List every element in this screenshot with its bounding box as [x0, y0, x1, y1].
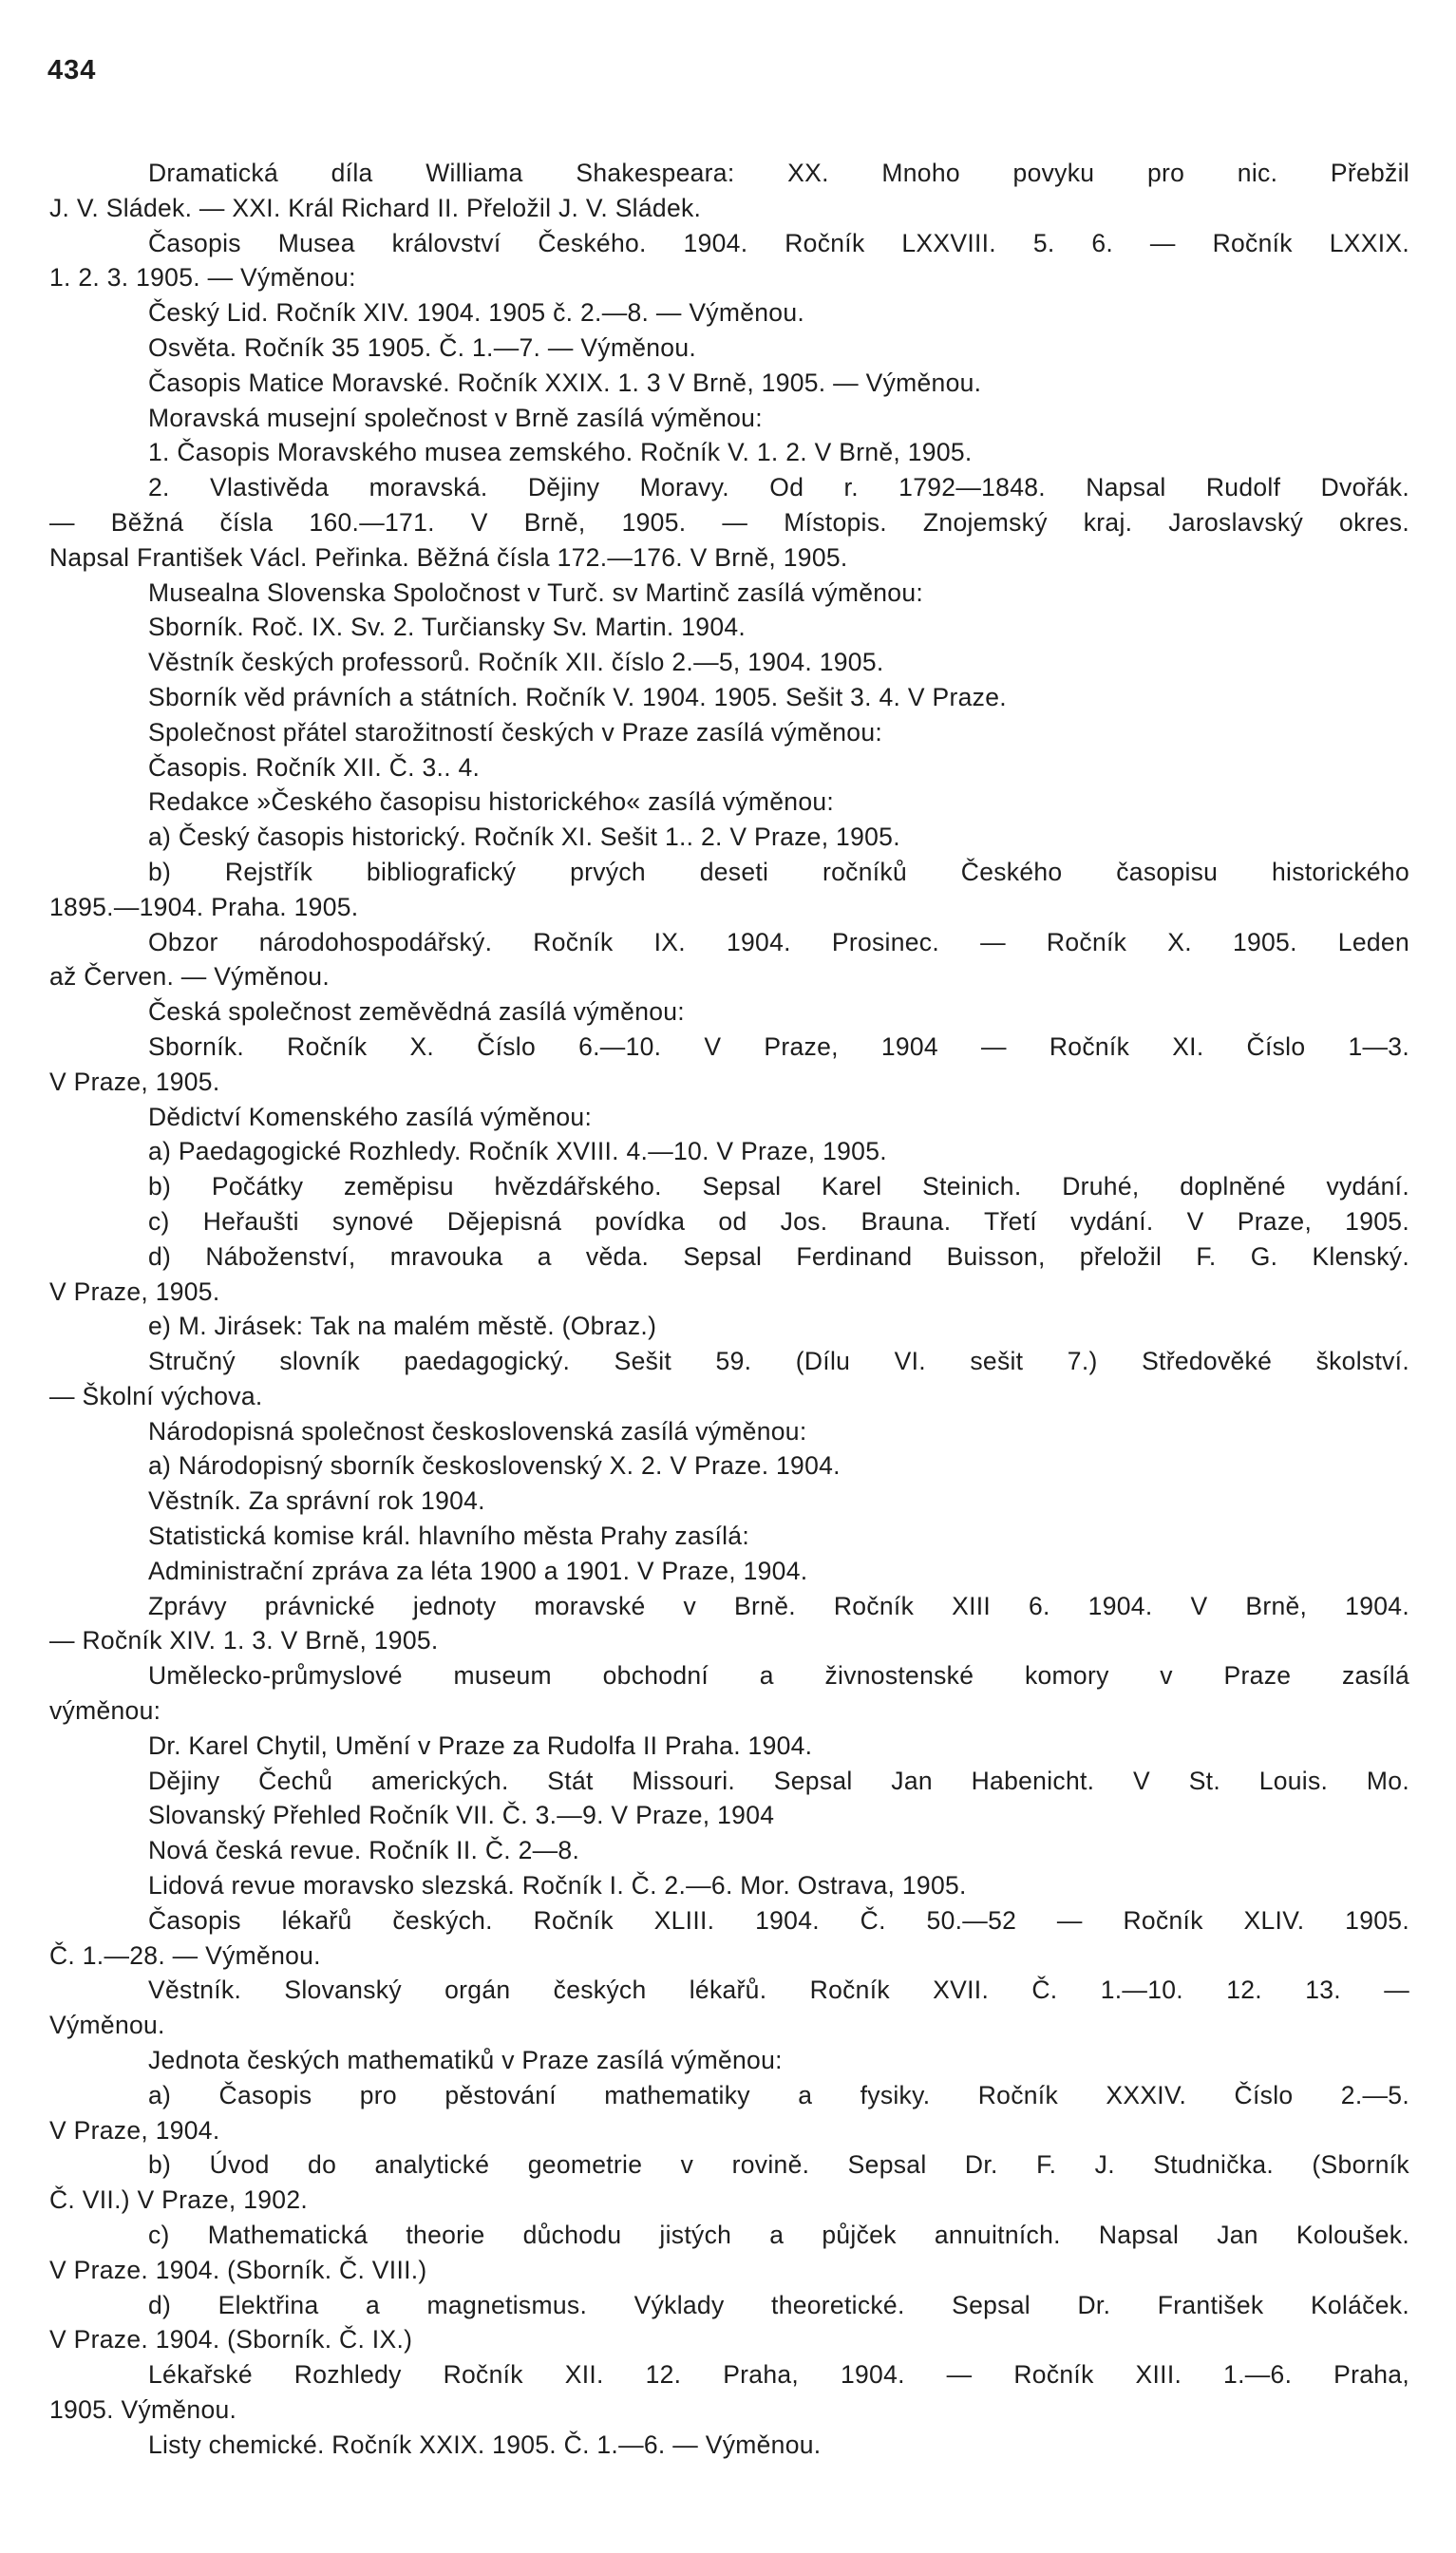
text-line: V Praze, 1904.: [49, 2115, 220, 2145]
text-line: a) Český časopis historický. Ročník XI. Sešit 1.. 2. V Praze, 1905.: [148, 823, 900, 852]
text-line: Č. 1.—28. — Výměnou.: [49, 1940, 321, 1970]
text-line: a) Paedagogické Rozhledy. Ročník XVIII. 4.—10. V Praze, 1905.: [148, 1137, 887, 1166]
text-line: 2. Vlastivěda moravská. Dějiny Moravy. Od r. 1792—1848. Napsal Rudolf Dvořák.: [148, 473, 1409, 502]
text-line: Časopis lékařů českých. Ročník XLIII. 1904. Č. 50.—52 — Ročník XLIV. 1905.: [148, 1905, 1409, 1935]
text-line: — Běžná čísla 160.—171. V Brně, 1905. — Místopis. Znojemský kraj. Jaroslavský okres.: [49, 507, 1409, 537]
text-line: c) Mathematická theorie důchodu jistých a půjček annuitních. Napsal Jan Koloušek.: [148, 2221, 1409, 2250]
text-line: Časopis. Ročník XII. Č. 3.. 4.: [148, 752, 481, 782]
text-line: V Praze, 1905.: [49, 1067, 220, 1096]
text-line: V Praze. 1904. (Sborník. Č. IX.): [49, 2325, 413, 2354]
text-line: V Praze, 1905.: [49, 1276, 220, 1306]
text-line: Dějiny Čechů amerických. Stát Missouri. Sepsal Jan Habenicht. V St. Louis. Mo.: [148, 1766, 1409, 1795]
text-line: d) Elektřina a magnetismus. Výklady theoretické. Sepsal Dr. František Koláček.: [148, 2290, 1409, 2319]
text-line: Časopis Musea království Českého. 1904. Ročník LXXVIII. 5. 6. — Ročník LXXIX.: [148, 228, 1409, 257]
text-line: 1905. Výměnou.: [49, 2395, 237, 2424]
text-line: Listy chemické. Ročník XXIX. 1905. Č. 1.—6. — Výměnou.: [148, 2430, 822, 2459]
text-line: Obzor národohospodářský. Ročník IX. 1904. Prosinec. — Ročník X. 1905. Leden: [148, 927, 1409, 956]
text-line: b) Rejstřík bibliografický prvých deseti ročníků Českého časopisu historického: [148, 857, 1409, 886]
text-line: Stručný slovník paedagogický. Sešit 59. (Dílu VI. sešit 7.) Středověké školství.: [148, 1347, 1409, 1376]
text-line: Výměnou.: [49, 2011, 165, 2040]
text-line: Jednota českých mathematiků v Praze zasílá výměnou:: [148, 2046, 783, 2075]
text-line: 1. 2. 3. 1905. — Výměnou:: [49, 263, 356, 293]
text-line: Sborník. Ročník X. Číslo 6.—10. V Praze, 1904 — Ročník XI. Číslo 1—3.: [148, 1031, 1409, 1061]
text-line: Dramatická díla Williama Shakespeara: XX. Mnoho povyku pro nic. Přebžil: [148, 159, 1409, 187]
text-line: Sborník. Roč. IX. Sv. 2. Turčiansky Sv. Martin. 1904.: [148, 613, 747, 642]
text-line: V Praze. 1904. (Sborník. Č. VIII.): [49, 2255, 427, 2284]
text-line: — Ročník XIV. 1. 3. V Brně, 1905.: [49, 1626, 439, 1655]
text-line: a) Národopisný sborník československý X. 2. V Praze. 1904.: [148, 1451, 841, 1481]
text-line: Český Lid. Ročník XIV. 1904. 1905 č. 2.—8. — Výměnou.: [148, 298, 805, 328]
text-line: e) M. Jirásek: Tak na malém městě. (Obraz.): [148, 1312, 657, 1341]
text-line: Dědictví Komenského zasílá výměnou:: [148, 1102, 593, 1131]
text-line: J. V. Sládek. — XXI. Král Richard II. Přeložil J. V. Sládek.: [49, 193, 702, 222]
text-line: Věstník. Za správní rok 1904.: [148, 1486, 485, 1516]
text-line: Zprávy právnické jednoty moravské v Brně. Ročník XIII 6. 1904. V Brně, 1904.: [148, 1591, 1409, 1620]
text-line: Redakce »Českého časopisu historického« zasílá výměnou:: [148, 787, 835, 817]
text-line: c) Heřaušti synové Dějepisná povídka od Jos. Brauna. Třetí vydání. V Praze, 1905.: [148, 1206, 1409, 1236]
page-number: 434: [47, 55, 97, 85]
text-line: Osvěta. Ročník 35 1905. Č. 1.—7. — Výměnou.: [148, 332, 697, 362]
text-line: Česká společnost zeměvědná zasílá výměnou:: [148, 997, 685, 1027]
text-line: Společnost přátel starožitností českých v Praze zasílá výměnou:: [148, 717, 883, 747]
text-line: Sborník věd právních a státních. Ročník V. 1904. 1905. Sešit 3. 4. V Praze.: [148, 682, 1007, 711]
text-line: Dr. Karel Chytil, Umění v Praze za Rudolfa II Praha. 1904.: [148, 1730, 813, 1760]
text-line: Napsal František Václ. Peřinka. Běžná čísla 172.—176. V Brně, 1905.: [49, 542, 848, 572]
text-line: 1. Časopis Moravského musea zemského. Ročník V. 1. 2. V Brně, 1905.: [148, 438, 973, 467]
text-line: — Školní výchova.: [49, 1381, 263, 1410]
text-line: Národopisná společnost československá zasílá výměnou:: [148, 1416, 807, 1446]
text-line: Musealna Slovenska Spoločnost v Turč. sv Martinč zasílá výměnou:: [148, 577, 924, 607]
text-line: Věstník. Slovanský orgán českých lékařů. Ročník XVII. Č. 1.—10. 12. 13. —: [148, 1976, 1409, 2005]
text-line: 1895.—1904. Praha. 1905.: [49, 892, 359, 921]
text-line: b) Úvod do analytické geometrie v rovině. Sepsal Dr. F. J. Studnička. (Sborník: [148, 2150, 1409, 2180]
text-line: Časopis Matice Moravské. Ročník XXIX. 1. 3 V Brně, 1905. — Výměnou.: [148, 368, 982, 397]
text-line: Slovanský Přehled Ročník VII. Č. 3.—9. V Praze, 1904: [148, 1801, 775, 1830]
text-line: d) Náboženství, mravouka a věda. Sepsal Ferdinand Buisson, přeložil F. G. Klenský.: [148, 1241, 1409, 1271]
text-line: a) Časopis pro pěstování mathematiky a fysiky. Ročník XXXIV. Číslo 2.—5.: [148, 2080, 1409, 2109]
text-line: Nová česká revue. Ročník II. Č. 2—8.: [148, 1836, 580, 1865]
text-body: [49, 156, 1409, 2463]
text-line: b) Počátky zeměpisu hvězdářského. Sepsal Karel Steinich. Druhé, doplněné vydání.: [148, 1172, 1409, 1201]
text-line: Moravská musejní společnost v Brně zasílá výměnou:: [148, 403, 763, 432]
text-line: Umělecko-průmyslové museum obchodní a živnostenské komory v Praze zasílá: [148, 1661, 1409, 1691]
text-line: Věstník českých professorů. Ročník XII. číslo 2.—5, 1904. 1905.: [148, 648, 884, 677]
text-line: Statistická komise král. hlavního města Prahy zasílá:: [148, 1522, 750, 1551]
text-line: Administrační zpráva za léta 1900 a 1901. V Praze, 1904.: [148, 1556, 808, 1585]
text-line: až Červen. — Výměnou.: [49, 962, 330, 992]
text-line: výměnou:: [49, 1696, 161, 1726]
text-line: Č. VII.) V Praze, 1902.: [49, 2185, 309, 2215]
text-line: Lékařské Rozhledy Ročník XII. 12. Praha, 1904. — Ročník XIII. 1.—6. Praha,: [148, 2360, 1409, 2390]
text-line: Lidová revue moravsko slezská. Ročník I. Č. 2.—6. Mor. Ostrava, 1905.: [148, 1871, 967, 1901]
